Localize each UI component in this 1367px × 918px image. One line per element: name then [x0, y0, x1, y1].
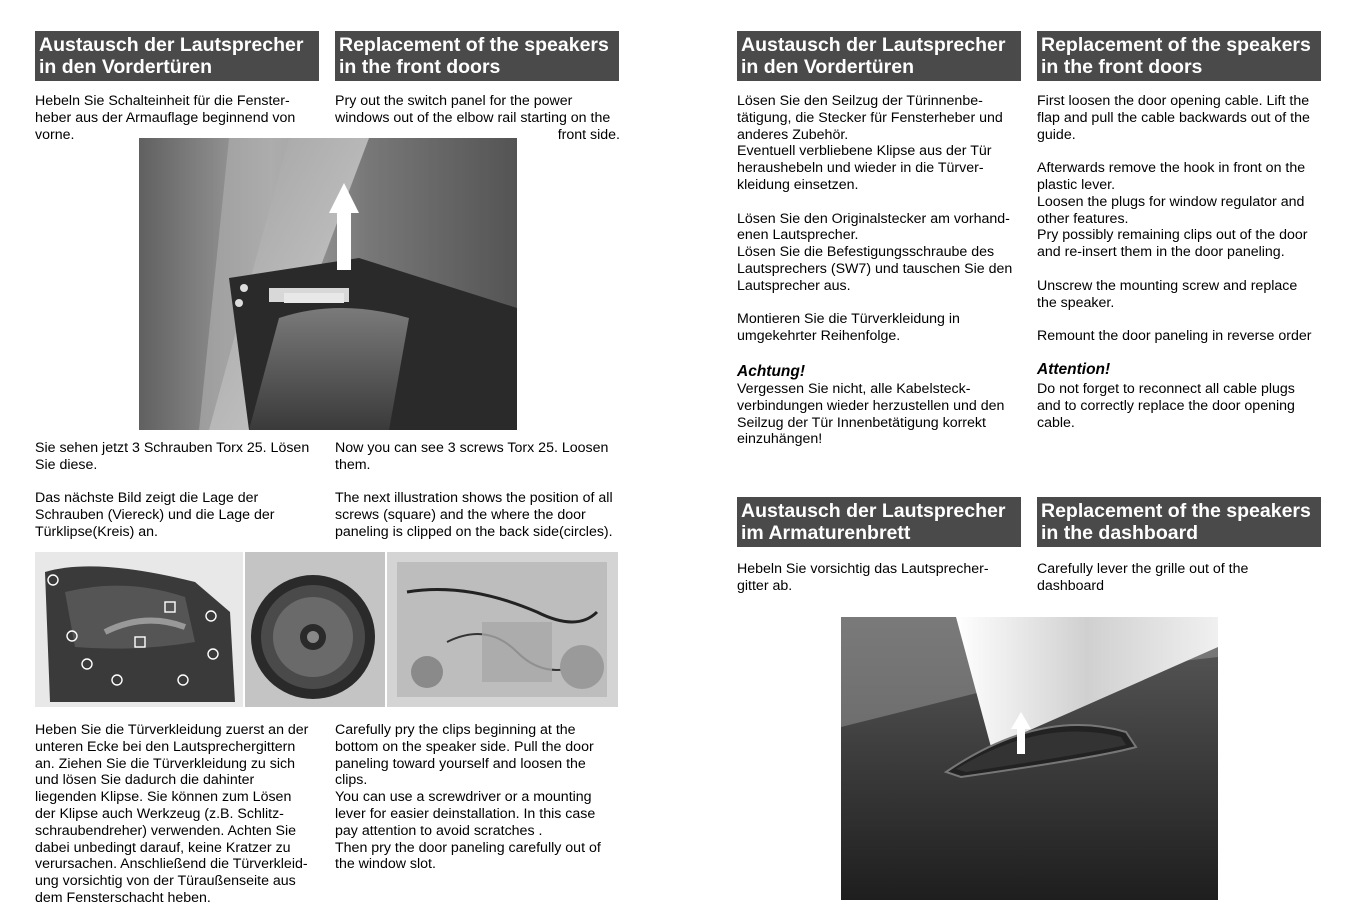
warning-text-de: Vergessen Sie nicht, alle Kabelsteck- verbindungen wieder herzustellen und den Seilzug der Tür Innenbetätigung korrekt einzuhängen!: [737, 381, 1005, 448]
step4-text-de: Heben Sie die Türverkleidung zuerst an der unteren Ecke bei den Lautsprechergittern an. Ziehen Sie die Türverkleidung zu sich und lösen Sie dadurch die dahinter liegenden Klipse. Sie können zum Lösen der Klipse auch Werkzeug (z.B. Schlitz- schraubendreher) verwenden. Achten Sie dabei unbedingt darauf, keine Kratzer zu verursachen. Anschließend die Türverkleid- ung vorsichtig von der Türaußenseite aus dem Fensterschacht heben.: [35, 722, 309, 906]
header-de-dashboard: Austausch der Lautsprecher im Armaturenbrett: [737, 497, 1021, 547]
header-en-front-doors: Replacement of the speakers in the front doors: [335, 31, 619, 81]
right-step-text-en: First loosen the door opening cable. Lift the flap and pull the cable backwards out of the guide. Afterwards remove the hook in front on the plastic lever. Loosen the plugs for window regulator and other features. Pry possibly remaining clips out of the door and re-insert them in the door paneling. Unscrew the mounting screw and replace the speaker. Remount the door paneling in reverse order: [1037, 93, 1312, 345]
step1-text-de: Hebeln Sie Schalteinheit für die Fenster- heber aus der Armauflage beginnend von vorne.: [35, 93, 296, 143]
step1-text-en-end: front side.: [557, 127, 620, 143]
dashboard-text-de: Hebeln Sie vorsichtig das Lautsprecher- gitter ab.: [737, 561, 989, 594]
header-en-front-doors-right: Replacement of the speakers in the front doors: [1037, 31, 1321, 81]
warning-text-en: Do not forget to reconnect all cable plugs and to correctly replace the door opening cable.: [1037, 381, 1295, 431]
photo-dashboard-grille: [841, 617, 1218, 900]
step3-text-de: Das nächste Bild zeigt die Lage der Schrauben (Viereck) und die Lage der Türklipse(Kreis) an.: [35, 490, 275, 540]
right-step-text-de: Lösen Sie den Seilzug der Türinnenbe- tätigung, die Stecker für Fensterheber und anderes Zubehör. Eventuell verbliebene Klipse aus der Tür heraushebeln und wieder in die Türver- kleidung einsetzen. Lösen Sie den Originalstecker am vorhand- enen Lautsprecher. Lösen Sie die Befestigungsschraube des Lautsprechers (SW7) und tauschen Sie den Lautsprecher aus. Montieren Sie die Türverkleidung in umgekehrter Reihenfolge.: [737, 93, 1013, 345]
attention-heading-de: Achtung!: [737, 363, 806, 380]
header-de-front-doors: Austausch der Lautsprecher in den Vordertüren: [35, 31, 319, 81]
step3-text-en: The next illustration shows the position of all screws (square) and the where the door paneling is clipped on the back side(circles).: [335, 490, 613, 540]
photo-speaker: [245, 552, 385, 707]
step2-text-en: Now you can see 3 screws Torx 25. Loosen them.: [335, 440, 609, 473]
dashboard-text-en: Carefully lever the grille out of the dashboard: [1037, 561, 1249, 594]
photo-switch-panel: [139, 138, 517, 430]
attention-heading-en: Attention!: [1037, 361, 1111, 378]
photo-door-inner: [387, 552, 618, 707]
photo-door-paneling: [35, 552, 243, 707]
step4-text-en: Carefully pry the clips beginning at the bottom on the speaker side. Pull the door paneling toward yourself and loosen the clips. You can use a screwdriver or a mounting lever for easier deinstallation. In this case pay attention to avoid scratches . Then pry the door paneling carefully out of the window slot.: [335, 722, 601, 873]
header-en-dashboard: Replacement of the speakers in the dashboard: [1037, 497, 1321, 547]
step1-text-en: Pry out the switch panel for the power windows out of the elbow rail starting on the: [335, 93, 611, 126]
header-de-front-doors-right: Austausch der Lautsprecher in den Vordertüren: [737, 31, 1021, 81]
step2-text-de: Sie sehen jetzt 3 Schrauben Torx 25. Lösen Sie diese.: [35, 440, 310, 473]
